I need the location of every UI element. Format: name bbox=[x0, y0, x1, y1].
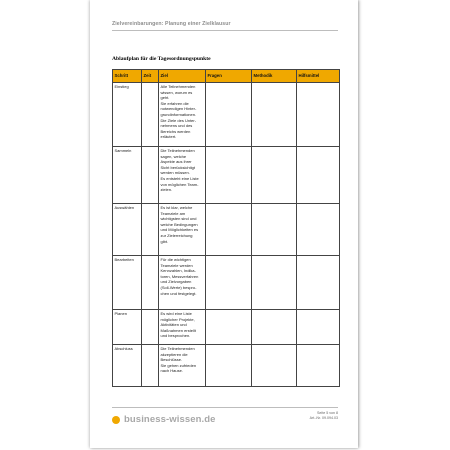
cell-ziel bbox=[159, 256, 206, 310]
ziel-line: Die Teilnehmenden bbox=[160, 346, 195, 351]
ziel-line: toren, Messverfahren bbox=[160, 273, 199, 279]
cell-fragen bbox=[206, 204, 252, 256]
table-header-row bbox=[113, 70, 340, 83]
ziel-line: werden müssen. bbox=[160, 170, 190, 176]
ziel-line: Es entsteht eine Liste bbox=[160, 175, 199, 181]
cell-hilfsmittel bbox=[297, 256, 340, 310]
ziel-line: notwendigen Hinter- bbox=[160, 106, 197, 112]
table-row bbox=[113, 147, 340, 204]
table-row bbox=[113, 83, 340, 147]
ziel-line: Sie erfahren die bbox=[160, 100, 189, 106]
ziel-line: chen und festgelegt. bbox=[160, 290, 197, 296]
page-info bbox=[310, 411, 338, 421]
ziel-line: Alle Teilnehmenden bbox=[160, 84, 196, 89]
cell-ziel bbox=[159, 83, 206, 147]
article-number: Art.-Nr. 09.094.03 bbox=[309, 416, 338, 420]
ziel-line: Bereichs werden bbox=[160, 128, 191, 134]
page-number: Seite 5 von 8 bbox=[317, 411, 338, 415]
cell-methodik bbox=[252, 147, 297, 204]
cell-fragen bbox=[206, 256, 252, 310]
cell-fragen bbox=[206, 83, 252, 147]
header-divider bbox=[112, 30, 338, 31]
ziel-line: Teamziele werden bbox=[160, 262, 193, 268]
document-page bbox=[90, 0, 358, 448]
ziel-line: zur Zielerreichung bbox=[160, 232, 193, 238]
ziel-line: Kennzahlen, Indika- bbox=[160, 268, 196, 274]
ziel-line: und Möglichkeiten es bbox=[160, 227, 199, 233]
ziel-line: Maßnahmen erstellt bbox=[160, 327, 196, 333]
cell-hilfsmittel bbox=[297, 204, 340, 256]
logo-text: business-wissen.de bbox=[124, 414, 216, 425]
column-header-methodik: Methodik bbox=[252, 70, 297, 83]
document-header-title: Zielvereinbarungen: Planung einer Zielklausur bbox=[112, 21, 231, 27]
ziel-line: nehmens und des bbox=[160, 123, 193, 129]
footer-divider bbox=[112, 407, 338, 408]
cell-methodik bbox=[252, 345, 297, 387]
section-title: Ablaufplan für die Tagesordnungspunkte bbox=[112, 56, 211, 62]
cell-methodik bbox=[252, 256, 297, 310]
ziel-line: akzeptieren die bbox=[160, 351, 188, 357]
ziel-line: welche Bedingungen bbox=[160, 221, 198, 227]
table-row bbox=[113, 204, 340, 256]
logo-dot-icon bbox=[112, 416, 120, 424]
ziel-line: sagen, welche bbox=[160, 153, 187, 159]
cell-zeit bbox=[142, 204, 159, 256]
business-wissen-logo bbox=[112, 414, 216, 425]
ziel-line: möglicher Projekte, bbox=[160, 316, 195, 322]
agenda-plan-table bbox=[112, 69, 340, 387]
ziel-line: Aktivitäten und bbox=[160, 322, 187, 328]
cell-ziel bbox=[159, 345, 206, 387]
cell-fragen bbox=[206, 147, 252, 204]
column-header-schritt: Schritt bbox=[113, 70, 142, 83]
ziel-line: (Soll-Werte) bespro- bbox=[160, 284, 197, 290]
cell-fragen bbox=[206, 345, 252, 387]
table-row bbox=[113, 310, 340, 345]
ziel-line: geht. bbox=[160, 95, 170, 101]
cell-hilfsmittel bbox=[297, 147, 340, 204]
ziel-line: gibt. bbox=[160, 238, 169, 244]
table-row bbox=[113, 256, 340, 310]
cell-hilfsmittel bbox=[297, 83, 340, 147]
ziel-line: wichtigsten sind und bbox=[160, 216, 197, 222]
ziel-line: Sie gehen zufrieden bbox=[160, 362, 197, 368]
cell-schritt: Sammeln bbox=[113, 147, 142, 204]
cell-schritt: Bearbeiten bbox=[113, 256, 142, 310]
ziel-line: Es ist klar, welche bbox=[160, 205, 193, 210]
cell-zeit bbox=[142, 345, 159, 387]
cell-fragen bbox=[206, 310, 252, 345]
cell-zeit bbox=[142, 83, 159, 147]
cell-methodik bbox=[252, 204, 297, 256]
cell-zeit bbox=[142, 310, 159, 345]
ziel-line: erläutert. bbox=[160, 134, 177, 140]
ziel-line: Teamziele am bbox=[160, 210, 186, 216]
cell-ziel bbox=[159, 310, 206, 345]
ziel-line: Aspekte aus ihrer bbox=[160, 159, 192, 165]
ziel-line: nach Hause. bbox=[160, 368, 183, 374]
ziel-line: wissen, worum es bbox=[160, 89, 193, 95]
column-header-zeit: Zeit bbox=[142, 70, 159, 83]
cell-schritt: Auswählen bbox=[113, 204, 142, 256]
cell-ziel bbox=[159, 147, 206, 204]
ziel-line: Für die wichtigen bbox=[160, 257, 191, 262]
cell-schritt: Abschluss bbox=[113, 345, 142, 387]
cell-zeit bbox=[142, 147, 159, 204]
cell-schritt: Planen bbox=[113, 310, 142, 345]
column-header-fragen: Fragen bbox=[206, 70, 252, 83]
cell-zeit bbox=[142, 256, 159, 310]
cell-schritt: Einstieg bbox=[113, 83, 142, 147]
ziel-line: von möglichen Team- bbox=[160, 181, 199, 187]
ziel-line: und Zielvorgaben bbox=[160, 279, 192, 285]
column-header-ziel: Ziel bbox=[159, 70, 206, 83]
cell-hilfsmittel bbox=[297, 310, 340, 345]
cell-methodik bbox=[252, 310, 297, 345]
ziel-line: Es wird eine Liste bbox=[160, 311, 192, 316]
cell-methodik bbox=[252, 83, 297, 147]
ziel-line: Die Ziele des Unter- bbox=[160, 117, 197, 123]
column-header-hilfsmittel: Hilfsmittel bbox=[297, 70, 340, 83]
ziel-line: grundinformationen. bbox=[160, 111, 197, 117]
ziel-line: Sicht berücksichtigt bbox=[160, 164, 195, 170]
ziel-line: Die Teilnehmenden bbox=[160, 148, 195, 153]
ziel-line: Beschlüsse. bbox=[160, 357, 183, 363]
cell-ziel bbox=[159, 204, 206, 256]
ziel-line: und besprochen. bbox=[160, 333, 191, 339]
table-row bbox=[113, 345, 340, 387]
ziel-line: zielen. bbox=[160, 187, 173, 193]
cell-hilfsmittel bbox=[297, 345, 340, 387]
